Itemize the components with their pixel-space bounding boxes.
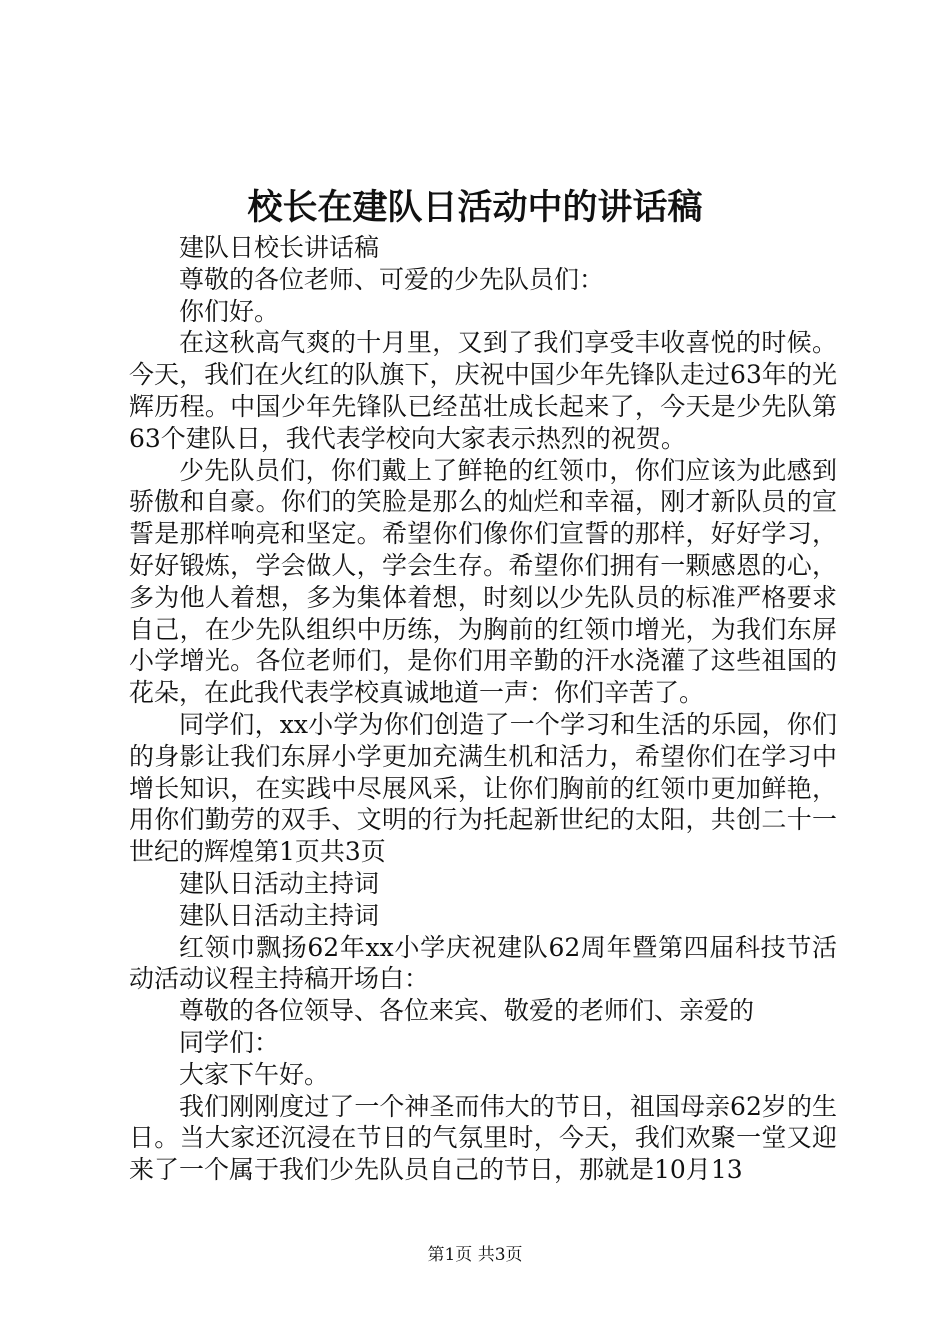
document-body xyxy=(129,232,837,1186)
paragraph: 少先队员们，你们戴上了鲜艳的红领巾，你们应该为此感到骄傲和自豪。你们的笑脸是那么的灿烂和幸福，刚才新队员的宣誓是那样响亮和坚定。希望你们像你们宣誓的那样，好好学习，好好锻炼，学会做人，学会生存。希望你们拥有一颗感恩的心，多为他人着想，多为集体着想，时刻以少先队员的标准严格要求自己，在少先队组织中历练，为胸前的红领巾增光，为我们东屏小学增光。各位老师们，是你们用辛勤的汗水浇灌了这些祖国的花朵，在此我代表学校真诚地道一声：你们辛苦了。 xyxy=(129,455,837,708)
page-footer: 第1页 共3页 xyxy=(427,1245,523,1265)
paragraph: 大家下午好。 xyxy=(179,1059,330,1089)
paragraph: 在这秋高气爽的十月里，又到了我们享受丰收喜悦的时候。今天，我们在火红的队旗下，庆祝中国少年先锋队走过63年的光辉历程。中国少年先锋队已经茁壮成长起来了，今天是少先队第63个建队日，我代表学校向大家表示热烈的祝贺。 xyxy=(129,328,837,453)
page-title: 校长在建队日活动中的讲话稿 xyxy=(247,187,703,228)
paragraph: 建队日校长讲话稿 xyxy=(179,233,380,262)
paragraph: 同学们，xx小学为你们创造了一个学习和生活的乐园，你们的身影让我们东屏小学更加充满生机和活力，希望你们在学习中增长知识，在实践中尽展风采，让你们胸前的红领巾更加鲜艳，用你们勤劳的双手、文明的行为托起新世纪的太阳，共创二十一世纪的辉煌第1页共3页 xyxy=(129,709,837,867)
paragraph: 尊敬的各位领导、各位来宾、敬爱的老师们、亲爱的 xyxy=(179,996,755,1026)
paragraph: 建队日活动主持词 xyxy=(179,868,380,898)
paragraph: 建队日活动主持词 xyxy=(179,900,380,930)
paragraph: 尊敬的各位老师、可爱的少先队员们： xyxy=(179,264,605,294)
paragraph: 同学们： xyxy=(179,1027,280,1057)
paragraph: 你们好。 xyxy=(179,296,280,326)
paragraph: 红领巾飘扬62年xx小学庆祝建队62周年暨第四届科技节活动活动议程主持稿开场白： xyxy=(129,932,837,994)
paragraph: 我们刚刚度过了一个神圣而伟大的节日，祖国母亲62岁的生日。当大家还沉浸在节日的气氛里时，今天，我们欢聚一堂又迎来了一个属于我们少先队员自己的节日，那就是10月13 xyxy=(129,1091,837,1185)
